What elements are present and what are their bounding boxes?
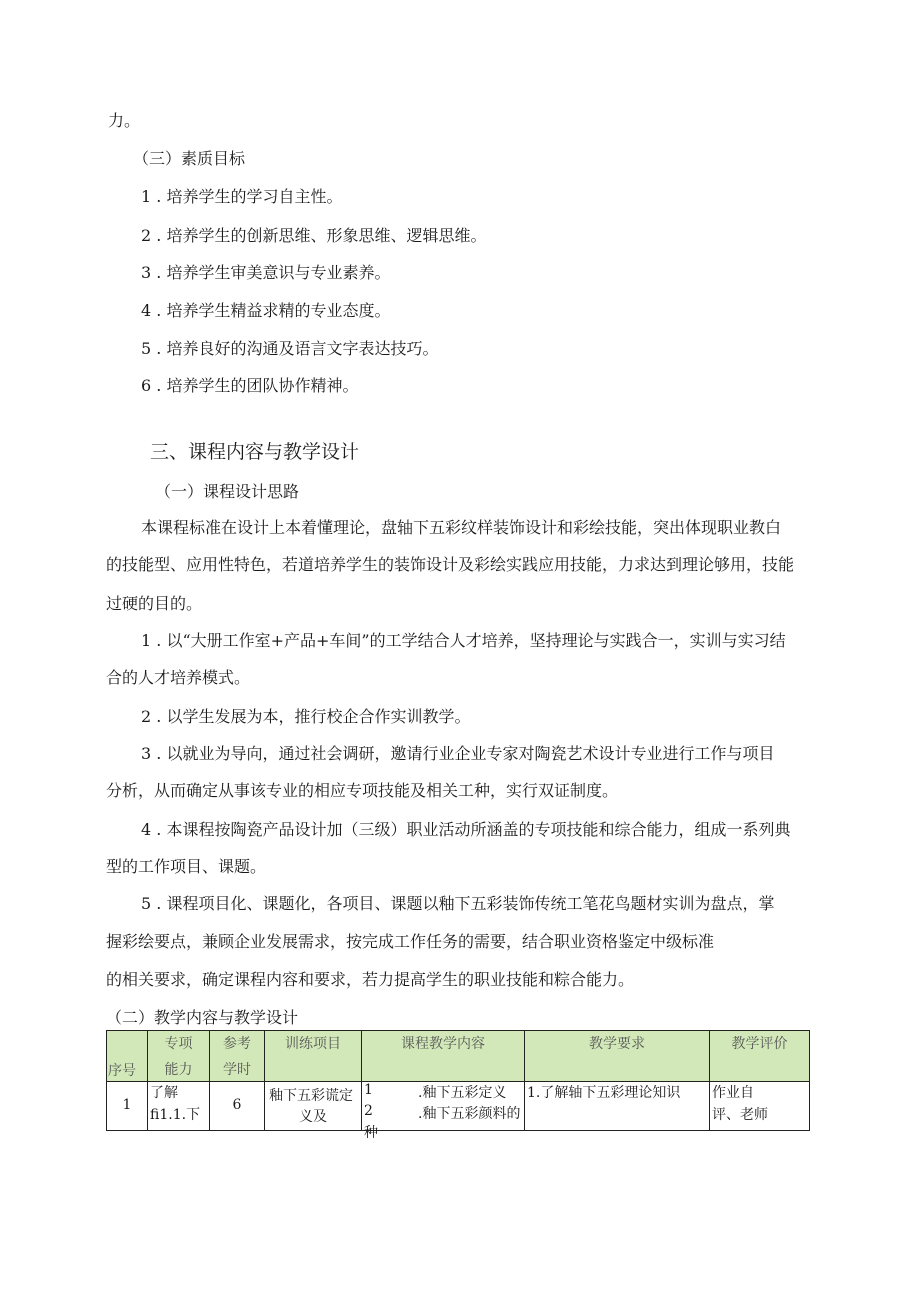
paragraph-line: 的相关要求，确定课程内容和要求，若力提高学生的职业技能和粽合能力。 — [106, 970, 635, 989]
list-item: 4 . 本课程按陶瓷产品设计加（三级）职业活动所涵盖的专项技能和综合能力，组成一系列典 — [141, 820, 791, 839]
cell-content: 1 .釉下五彩定义 2 .釉下五彩颜料的 种 — [362, 1082, 525, 1131]
section-heading: （一）课程设计思路 — [155, 482, 300, 501]
table-header-row — [107, 1031, 810, 1082]
cell-project: 釉下五彩谎定 义及 — [265, 1082, 362, 1131]
paragraph-line: 型的工作项目、课题。 — [106, 857, 267, 876]
header-evaluation: 教学评价 — [710, 1031, 810, 1082]
cell-hours: 6 — [210, 1082, 265, 1131]
paragraph-line: 本课程标准在设计上本着懂理论，盘轴下五彩纹样装饰设计和彩绘技能，突出体现职业教白 — [141, 518, 782, 537]
list-item: 3 . 以就业为导向，通过社会调研，邀请行业企业专家对陶瓷艺术设计专业进行工作与项目 — [141, 744, 775, 763]
header-project: 训练项目 — [265, 1031, 362, 1082]
section-heading: （二）教学内容与教学设计 — [106, 1008, 299, 1027]
teaching-design-table — [106, 1030, 810, 1141]
header-content: 课程教学内容 — [362, 1031, 525, 1082]
list-item: 5 . 课程项目化、课题化，各项目、课题以釉下五彩装饰传统工笔花鸟题材实训为盘点，掌 — [141, 894, 775, 913]
cell-seq: 1 — [107, 1082, 148, 1131]
list-item: 2 . 以学生发展为本，推行校企合作实训教学。 — [141, 707, 471, 726]
cell-evaluation: 作业自 评、老师 — [710, 1082, 810, 1131]
paragraph-line: 分析，从而确定从事该专业的相应专项技能及相关工种，实行双证制度。 — [106, 781, 619, 800]
list-item: 2 . 培养学生的创新思维、形象思维、逻辑思维。 — [141, 226, 487, 245]
paragraph-line: 过硬的目的。 — [106, 594, 203, 613]
list-item: 3 . 培养学生审美意识与专业素养。 — [141, 263, 391, 282]
list-item: 4 . 培养学生精益求精的专业态度。 — [141, 301, 391, 320]
header-hours: 参考 学时 — [210, 1031, 265, 1082]
list-item: 1 . 培养学生的学习自主性。 — [141, 187, 343, 206]
section-heading: （三）素质目标 — [133, 149, 246, 168]
paragraph-line: 合的人才培养模式。 — [106, 668, 251, 687]
header-requirements: 教学要求 — [525, 1031, 710, 1082]
list-item: 5 . 培养良好的沟通及语言文字表达技巧。 — [141, 339, 439, 358]
text-line: 力。 — [108, 111, 141, 130]
header-skill: 专项 能力 — [148, 1031, 210, 1082]
paragraph-line: 握彩绘要点，兼顾企业发展需求，按完成工作任务的需要，结合职业资格鉴定中级标准 — [106, 932, 715, 951]
table-row — [107, 1082, 810, 1131]
cell-skill: 了解 fi1.1.下 — [148, 1082, 210, 1131]
list-item: 1 . 以“大册工作室+产品+车间”的工学结合人才培养，坚持理论与实践合一，实训与实习结 — [141, 631, 786, 650]
cell-requirements: 1.了解轴下五彩理论知识 — [525, 1082, 710, 1131]
chapter-heading: 三、课程内容与教学设计 — [150, 441, 360, 463]
header-seq: 序号 — [107, 1031, 148, 1082]
paragraph-line: 的技能型、应用性特色，若道培养学生的装饰设计及彩绘实践应用技能，力求达到理论够用，技能 — [106, 555, 795, 574]
list-item: 6 . 培养学生的团队协作精神。 — [141, 376, 359, 395]
